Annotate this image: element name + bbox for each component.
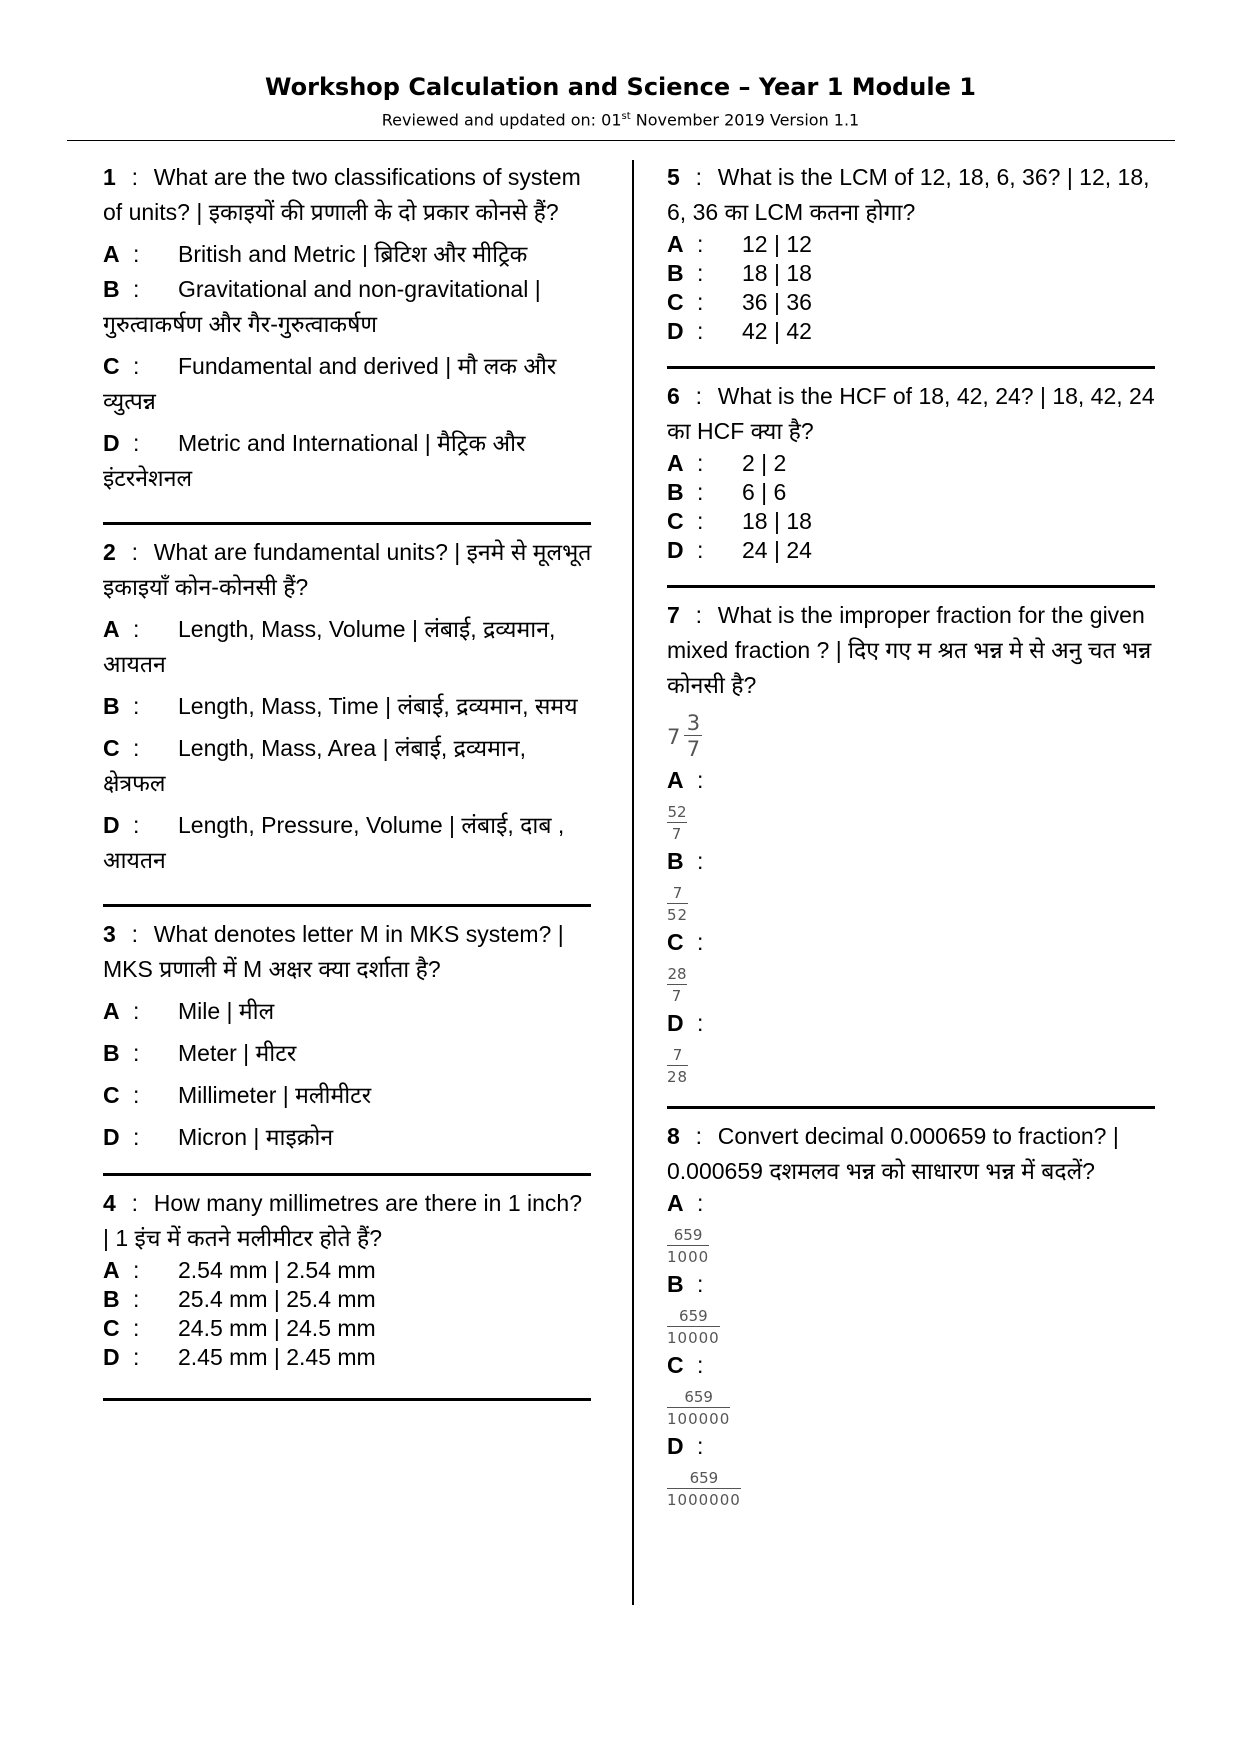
option-text: 24.5 mm | 24.5 mm bbox=[178, 1315, 376, 1341]
option-letter: D bbox=[667, 537, 684, 563]
option-b[interactable]: B : Length, Mass, Time | लंबाई, द्रव्यमान, समय bbox=[103, 689, 593, 724]
question-8 bbox=[667, 1119, 1157, 1513]
mixed-whole: 7 bbox=[667, 724, 681, 749]
option-letter: B bbox=[103, 276, 120, 302]
column-divider bbox=[632, 160, 634, 1605]
question-stem: 5 : What is the LCM of 12, 18, 6, 36? | 12, 18, 6, 36 का LCM कतना होगा? bbox=[667, 164, 1150, 225]
option-d[interactable]: D : Metric and International | मैट्रिक और इंटरनेशनल bbox=[103, 426, 593, 496]
option-text: 18 | 18 bbox=[742, 260, 812, 286]
option-letter: A bbox=[667, 767, 684, 793]
question-number: 4 bbox=[103, 1190, 116, 1216]
denominator: 7 bbox=[686, 737, 701, 761]
option-a[interactable]: A : Mile | मील bbox=[103, 994, 593, 1029]
option-c[interactable]: C : $\frac{659}{100000}$ bbox=[667, 1352, 731, 1428]
question-stem: 4 : How many millimetres are there in 1 inch? | 1 इंच में कतने मलीमीटर होते हैं? bbox=[103, 1190, 583, 1251]
header-divider bbox=[67, 140, 1175, 141]
option-letter: C bbox=[103, 1315, 120, 1341]
option-c[interactable]: C : 24.5 mm | 24.5 mm bbox=[103, 1315, 376, 1341]
question-5 bbox=[667, 160, 1157, 346]
option-letter: B bbox=[667, 479, 684, 505]
option-letter: B bbox=[103, 1286, 120, 1312]
option-fraction bbox=[667, 964, 687, 1007]
option-b[interactable]: B : $\frac{659}{10000}$ bbox=[667, 1271, 720, 1347]
denominator: 1000000 bbox=[667, 1491, 741, 1509]
question-text: What are the two classifications of system of units? | इकाइयों की प्रणाली के दो प्रकार कोनसे हैं? bbox=[103, 164, 581, 225]
question-text: What is the improper fraction for the given mixed fraction ? | दिए गए म श्रत भन्न मे से अनु चत भन्न कोनसी है? bbox=[667, 602, 1152, 698]
question-stem: 6 : What is the HCF of 18, 42, 24? | 18, 42, 24 का HCF क्या है? bbox=[667, 383, 1155, 444]
question-number: 5 bbox=[667, 164, 680, 190]
option-letter: D bbox=[667, 318, 684, 344]
question-number: 7 bbox=[667, 602, 680, 628]
numerator: 659 bbox=[689, 1469, 719, 1487]
question-divider bbox=[103, 1398, 591, 1401]
option-letter: D bbox=[103, 812, 120, 838]
option-fraction bbox=[667, 1306, 720, 1349]
question-4 bbox=[103, 1186, 593, 1372]
option-a[interactable]: A : $\frac{52}{7}$ bbox=[667, 767, 704, 843]
question-1 bbox=[103, 160, 593, 496]
question-divider bbox=[103, 1173, 591, 1176]
denominator: 7 bbox=[671, 987, 683, 1005]
option-letter: D bbox=[667, 1010, 684, 1036]
option-text: Metric and International | मैट्रिक और इंटरनेशनल bbox=[103, 430, 526, 491]
question-number: 3 bbox=[103, 921, 116, 947]
option-c[interactable]: C : 36 | 36 bbox=[667, 289, 812, 315]
option-text: Millimeter | मलीमीटर bbox=[178, 1082, 372, 1108]
denominator: 100000 bbox=[667, 1410, 731, 1428]
document-subtitle bbox=[0, 106, 1241, 131]
option-b[interactable]: B : $\frac{7}{52}$ bbox=[667, 848, 704, 924]
option-text: 2.45 mm | 2.45 mm bbox=[178, 1344, 376, 1370]
question-stem: 1 : What are the two classifications of system of units? | इकाइयों की प्रणाली के दो प्रकार कोनसे हैं? bbox=[103, 164, 581, 225]
question-stem: 8 : Convert decimal 0.000659 to fraction? | 0.000659 दशमलव भन्न को साधारण भन्न में बदलें? bbox=[667, 1123, 1119, 1184]
option-text: 25.4 mm | 25.4 mm bbox=[178, 1286, 376, 1312]
page-header bbox=[0, 72, 1241, 131]
question-2 bbox=[103, 535, 593, 878]
option-letter: C bbox=[103, 735, 120, 761]
numerator: 7 bbox=[672, 884, 683, 902]
question-text: Convert decimal 0.000659 to fraction? | 0.000659 दशमलव भन्न को साधारण भन्न में बदलें? bbox=[667, 1123, 1119, 1184]
option-c[interactable]: C : $\frac{28}{7}$ bbox=[667, 929, 704, 1005]
option-text: 12 | 12 bbox=[742, 231, 812, 257]
option-b[interactable]: B : Gravitational and non-gravitational | गुरुत्वाकर्षण और गैर-गुरुत्वाकर्षण bbox=[103, 272, 593, 342]
question-text: How many millimetres are there in 1 inch? | 1 इंच में कतने मलीमीटर होते हैं? bbox=[103, 1190, 583, 1251]
numerator: 7 bbox=[672, 1046, 683, 1064]
denominator: 7 bbox=[671, 825, 683, 843]
option-d[interactable]: D : $\frac{659}{1000000}$ bbox=[667, 1433, 741, 1509]
mixed-fraction-part bbox=[684, 711, 702, 762]
option-text: Micron | माइक्रोन bbox=[178, 1124, 334, 1150]
option-letter: A bbox=[667, 450, 684, 476]
option-d[interactable]: D : 42 | 42 bbox=[667, 318, 812, 344]
right-column bbox=[667, 160, 1157, 1513]
option-fraction bbox=[667, 1468, 741, 1511]
option-letter: A bbox=[667, 1190, 684, 1216]
numerator: 3 bbox=[686, 711, 701, 735]
option-d[interactable]: D : $\frac{7}{28}$ bbox=[667, 1010, 704, 1086]
option-d[interactable]: D : 2.45 mm | 2.45 mm bbox=[103, 1344, 376, 1370]
subtitle-superscript: st bbox=[621, 111, 631, 122]
question-stem: 2 : What are fundamental units? | इनमे से मूलभूत इकाइयाँ कोन-कोनसी हैं? bbox=[103, 539, 592, 600]
option-fraction bbox=[667, 1225, 709, 1268]
subtitle-text: Reviewed and updated on: 01 bbox=[381, 110, 622, 130]
option-text: British and Metric | ब्रिटिश और मीट्रिक bbox=[178, 241, 528, 267]
numerator: 52 bbox=[667, 803, 687, 821]
option-b[interactable]: B : 25.4 mm | 25.4 mm bbox=[103, 1286, 376, 1312]
denominator: 10000 bbox=[667, 1329, 720, 1347]
denominator: 28 bbox=[667, 1068, 689, 1086]
question-divider bbox=[667, 585, 1155, 588]
option-fraction bbox=[667, 1045, 688, 1088]
option-b[interactable]: B : 6 | 6 bbox=[667, 479, 787, 505]
option-letter: D bbox=[103, 1124, 120, 1150]
option-text: 6 | 6 bbox=[742, 479, 787, 505]
question-6 bbox=[667, 379, 1157, 565]
question-text: What is the LCM of 12, 18, 6, 36? | 12, 18, 6, 36 का LCM कतना होगा? bbox=[667, 164, 1150, 225]
option-a[interactable]: A : $\frac{659}{1000}$ bbox=[667, 1190, 710, 1266]
left-column bbox=[103, 160, 593, 1411]
question-number: 8 bbox=[667, 1123, 680, 1149]
option-c[interactable]: C : Millimeter | मलीमीटर bbox=[103, 1078, 593, 1113]
question-divider bbox=[667, 1106, 1155, 1109]
option-text: 36 | 36 bbox=[742, 289, 812, 315]
option-text: Length, Mass, Volume | लंबाई, द्रव्यमान, आयतन bbox=[103, 616, 556, 677]
option-letter: B bbox=[103, 693, 120, 719]
numerator: 659 bbox=[684, 1388, 713, 1406]
question-stem: 7 : What is the improper fraction for the given mixed fraction ? | दिए गए म श्रत भन्न मे से अनु चत भन्न कोनसी है? bbox=[667, 602, 1152, 698]
option-d[interactable]: D : Length, Pressure, Volume | लंबाई, दाब , आयतन bbox=[103, 808, 593, 878]
option-a[interactable]: A : 12 | 12 bbox=[667, 231, 812, 257]
option-text: Gravitational and non-gravitational | गुरुत्वाकर्षण और गैर-गुरुत्वाकर्षण bbox=[103, 276, 541, 337]
numerator: 28 bbox=[667, 965, 687, 983]
option-fraction bbox=[667, 883, 688, 926]
option-letter: C bbox=[103, 1082, 120, 1108]
option-text: 42 | 42 bbox=[742, 318, 812, 344]
option-letter: D bbox=[667, 1433, 684, 1459]
mixed-fraction bbox=[667, 711, 702, 762]
option-text: 2 | 2 bbox=[742, 450, 787, 476]
question-stem: 3 : What denotes letter M in MKS system? | MKS प्रणाली में M अक्षर क्या दर्शाता है? bbox=[103, 921, 564, 982]
option-c[interactable]: C : Fundamental and derived | मौ लक और व्युत्पन्न bbox=[103, 349, 593, 419]
option-b[interactable]: B : Meter | मीटर bbox=[103, 1036, 593, 1071]
question-number: 1 bbox=[103, 164, 116, 190]
option-text: Length, Pressure, Volume | लंबाई, दाब , आयतन bbox=[103, 812, 565, 873]
option-fraction bbox=[667, 802, 687, 845]
subtitle-text-end: November 2019 Version 1.1 bbox=[630, 110, 860, 130]
option-letter: A bbox=[103, 241, 120, 267]
numerator: 659 bbox=[673, 1226, 703, 1244]
option-letter: A bbox=[667, 231, 684, 257]
option-fraction bbox=[667, 1387, 730, 1430]
question-text: What is the HCF of 18, 42, 24? | 18, 42, 24 का HCF क्या है? bbox=[667, 383, 1155, 444]
option-d[interactable]: D : 24 | 24 bbox=[667, 537, 812, 563]
option-letter: B bbox=[667, 260, 684, 286]
option-text: Meter | मीटर bbox=[178, 1040, 297, 1066]
option-letter: A bbox=[103, 1257, 120, 1283]
option-d[interactable]: D : Micron | माइक्रोन bbox=[103, 1120, 593, 1155]
option-b[interactable]: B : 18 | 18 bbox=[667, 260, 812, 286]
question-divider bbox=[667, 366, 1155, 369]
option-letter: C bbox=[667, 289, 684, 315]
option-a[interactable]: A : 2.54 mm | 2.54 mm bbox=[103, 1257, 376, 1283]
option-text: Length, Mass, Time | लंबाई, द्रव्यमान, समय bbox=[178, 693, 578, 719]
option-letter: D bbox=[103, 1344, 120, 1370]
option-letter: C bbox=[667, 929, 684, 955]
question-divider bbox=[103, 522, 591, 525]
question-7 bbox=[667, 598, 1157, 1090]
denominator: 52 bbox=[667, 906, 689, 924]
option-letter: D bbox=[103, 430, 120, 456]
option-c[interactable]: C : Length, Mass, Area | लंबाई, द्रव्यमान, क्षेत्रफल bbox=[103, 731, 593, 801]
option-c[interactable]: C : 18 | 18 bbox=[667, 508, 812, 534]
option-letter: B bbox=[103, 1040, 120, 1066]
option-a[interactable]: A : British and Metric | ब्रिटिश और मीट्रिक bbox=[103, 237, 593, 272]
document-title: Workshop Calculation and Science – Year 1 Module 1 bbox=[265, 73, 976, 101]
option-text: Fundamental and derived | मौ लक और व्युत्पन्न bbox=[103, 353, 557, 414]
question-number: 2 bbox=[103, 539, 116, 565]
option-text: 18 | 18 bbox=[742, 508, 812, 534]
option-a[interactable]: A : 2 | 2 bbox=[667, 450, 787, 476]
option-letter: A bbox=[103, 616, 120, 642]
option-letter: C bbox=[103, 353, 120, 379]
option-letter: B bbox=[667, 1271, 684, 1297]
option-text: Length, Mass, Area | लंबाई, द्रव्यमान, क्षेत्रफल bbox=[103, 735, 526, 796]
numerator: 659 bbox=[679, 1307, 708, 1325]
question-divider bbox=[103, 904, 591, 907]
option-letter: B bbox=[667, 848, 684, 874]
question-text: What are fundamental units? | इनमे से मूलभूत इकाइयाँ कोन-कोनसी हैं? bbox=[103, 539, 592, 600]
option-text: 2.54 mm | 2.54 mm bbox=[178, 1257, 376, 1283]
question-text: What denotes letter M in MKS system? | MKS प्रणाली में M अक्षर क्या दर्शाता है? bbox=[103, 921, 564, 982]
option-letter: A bbox=[103, 998, 120, 1024]
option-a[interactable]: A : Length, Mass, Volume | लंबाई, द्रव्यमान, आयतन bbox=[103, 612, 593, 682]
denominator: 1000 bbox=[667, 1248, 710, 1266]
question-number: 6 bbox=[667, 383, 680, 409]
option-letter: C bbox=[667, 508, 684, 534]
option-text: Mile | मील bbox=[178, 998, 275, 1024]
question-3 bbox=[103, 917, 593, 1155]
option-text: 24 | 24 bbox=[742, 537, 812, 563]
option-letter: C bbox=[667, 1352, 684, 1378]
